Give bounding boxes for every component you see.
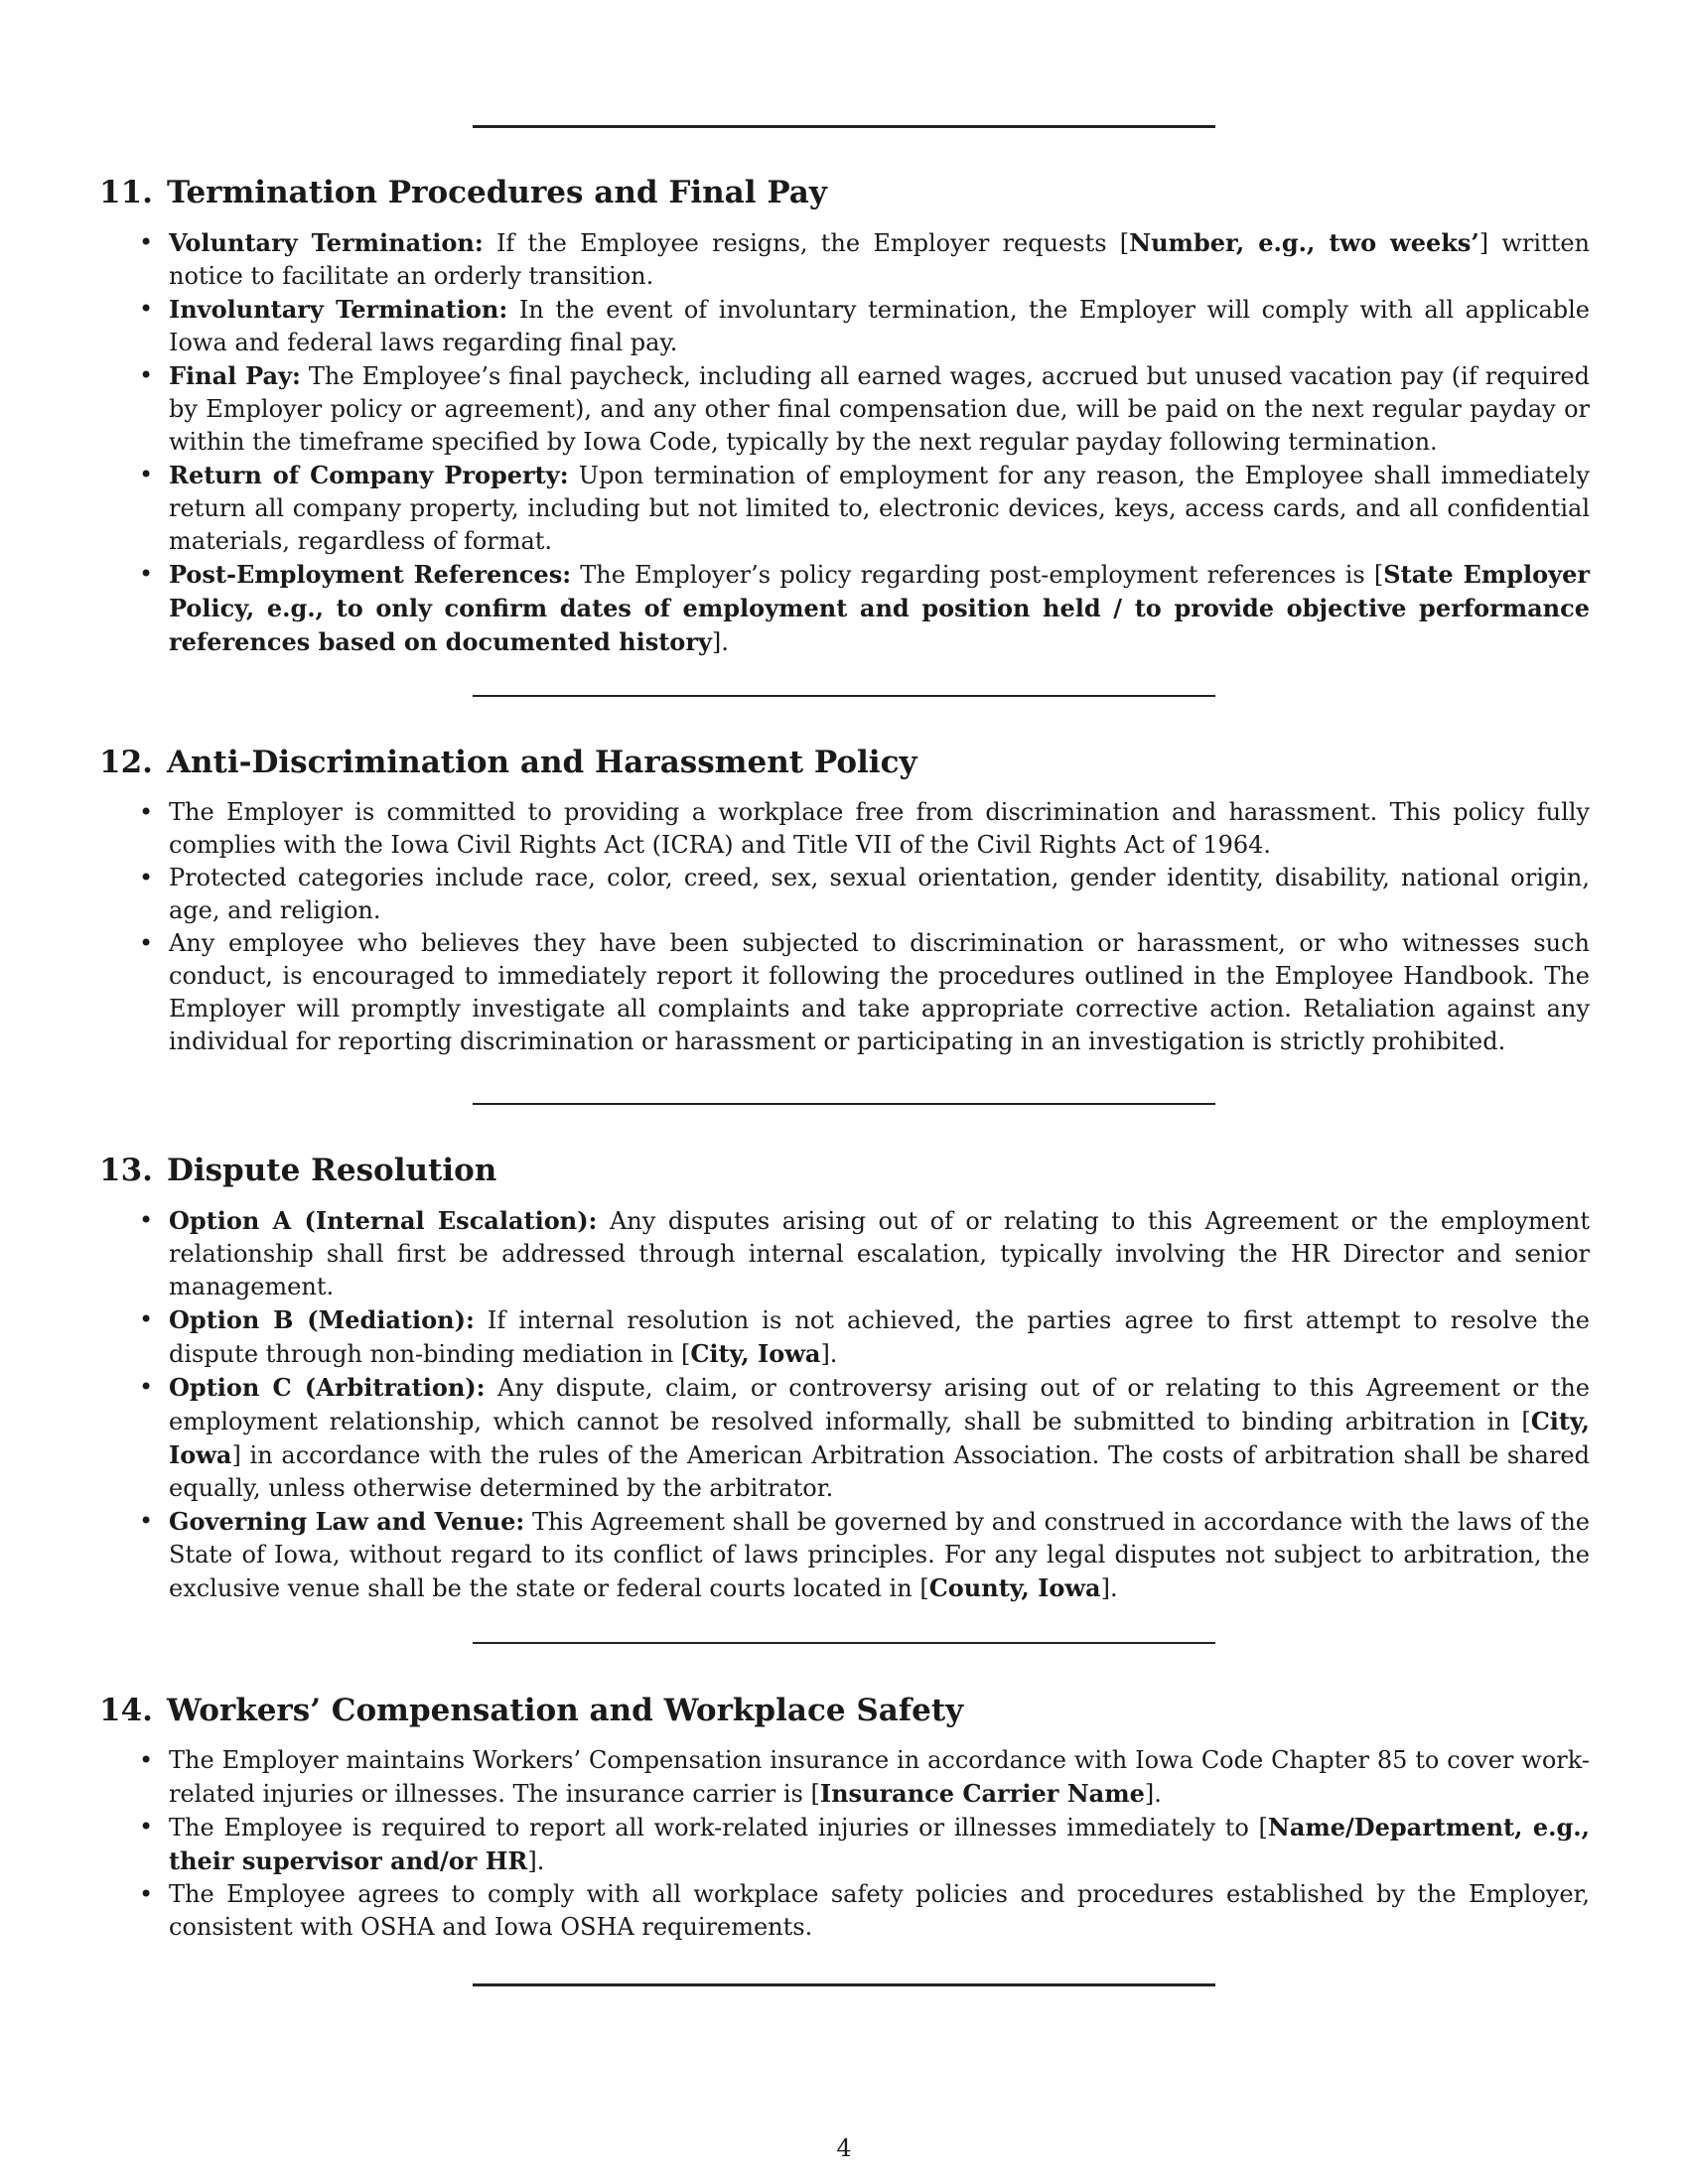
bullet-list [99,1744,1589,1944]
list-item: • The Employee is required to report all work-related injuries or illnesses immediately to [Name/Department, e.g., their supervisor and/or HR]. [99,1811,1590,1878]
list-item: • Involuntary Termination: In the event of involuntary termination, the Employer will comply with all applicable Iowa and federal laws regarding final pay. [99,293,1590,359]
section-divider [473,125,1215,128]
list-item: • The Employer maintains Workers’ Compensation insurance in accordance with Iowa Code Chapter 85 to cover work-related injuries or illnesses. The insurance carrier is [Insurance Carrier Name]. [99,1744,1590,1811]
list-item: • The Employee agrees to comply with all workplace safety policies and procedures established by the Employer, consistent with OSHA and Iowa OSHA requirements. [99,1878,1590,1944]
list-item: • Voluntary Termination: If the Employee resigns, the Employer requests [Number, e.g., two weeks’] written notice to facilitate an orderly transition. [99,226,1590,293]
bullet-list [99,1204,1589,1605]
section-divider [473,1642,1215,1644]
section-11 [99,173,1589,659]
section-heading: 14. Workers’ Compensation and Workplace Safety [99,1693,964,1728]
list-item: • Option A (Internal Escalation): Any disputes arising out of or relating to this Agreement or the employment relationship shall first be addressed through internal escalation, typically involving the HR Director and senior management. [99,1204,1590,1303]
section-heading: 13. Dispute Resolution [99,1153,497,1188]
list-item: • Option C (Arbitration): Any dispute, claim, or controversy arising out of or relating to this Agreement or the employment relationship, which cannot be resolved informally, shall be submitted to binding arbitration in [City, Iowa] in accordance with the rules of the American Arbitration Association. The costs of arbitration shall be shared equally, unless otherwise determined by the arbitrator. [99,1371,1590,1505]
section-14 [99,1691,1589,1944]
section-divider [473,1103,1215,1105]
page-number: 4 [836,2134,852,2162]
list-item: • The Employer is committed to providing a workplace free from discrimination and harassment. This policy fully complies with the Iowa Civil Rights Act (ICRA) and Title VII of the Civil Rights Act of 1964. [99,796,1590,862]
bullet-list [99,796,1589,1058]
list-item: • Option B (Mediation): If internal resolution is not achieved, the parties agree to first attempt to resolve the dispute through non-binding mediation in [City, Iowa]. [99,1303,1590,1371]
list-item: • Post-Employment References: The Employer’s policy regarding post-employment references is [State Employer Policy, e.g., to only confirm dates of employment and position held / to provide objective performance references based on documented history]. [99,558,1590,659]
list-item: • Protected categories include race, color, creed, sex, sexual orientation, gender identity, disability, national origin, age, and religion. [99,862,1590,927]
section-13 [99,1151,1589,1605]
section-divider [473,695,1215,697]
section-divider [473,1983,1215,1986]
list-item: • Any employee who believes they have been subjected to discrimination or harassment, or who witnesses such conduct, is encouraged to immediately report it following the procedures outlined in the Employee Handbook. The Employer will promptly investigate all complaints and take appropriate corrective action. Retaliation against any individual for reporting discrimination or harassment or participating in an investigation is strictly prohibited. [99,927,1590,1058]
list-item: • Return of Company Property: Upon termination of employment for any reason, the Employee shall immediately return all company property, including but not limited to, electronic devices, keys, access cards, and all confidential materials, regardless of format. [99,459,1590,558]
list-item: • Governing Law and Venue: This Agreement shall be governed by and construed in accordance with the laws of the State of Iowa, without regard to its conflict of laws principles. For any legal disputes not subject to arbitration, the exclusive venue shall be the state or federal courts located in [County, Iowa]. [99,1505,1590,1605]
bullet-list [99,226,1589,659]
list-item: • Final Pay: The Employee’s final paycheck, including all earned wages, accrued but unused vacation pay (if required by Employer policy or agreement), and any other final compensation due, will be paid on the next regular payday or within the timeframe specified by Iowa Code, typically by the next regular payday following termination. [99,359,1590,459]
section-12 [99,743,1589,1058]
section-heading: 11. Termination Procedures and Final Pay [99,175,827,210]
section-heading: 12. Anti-Discrimination and Harassment Policy [99,745,917,780]
